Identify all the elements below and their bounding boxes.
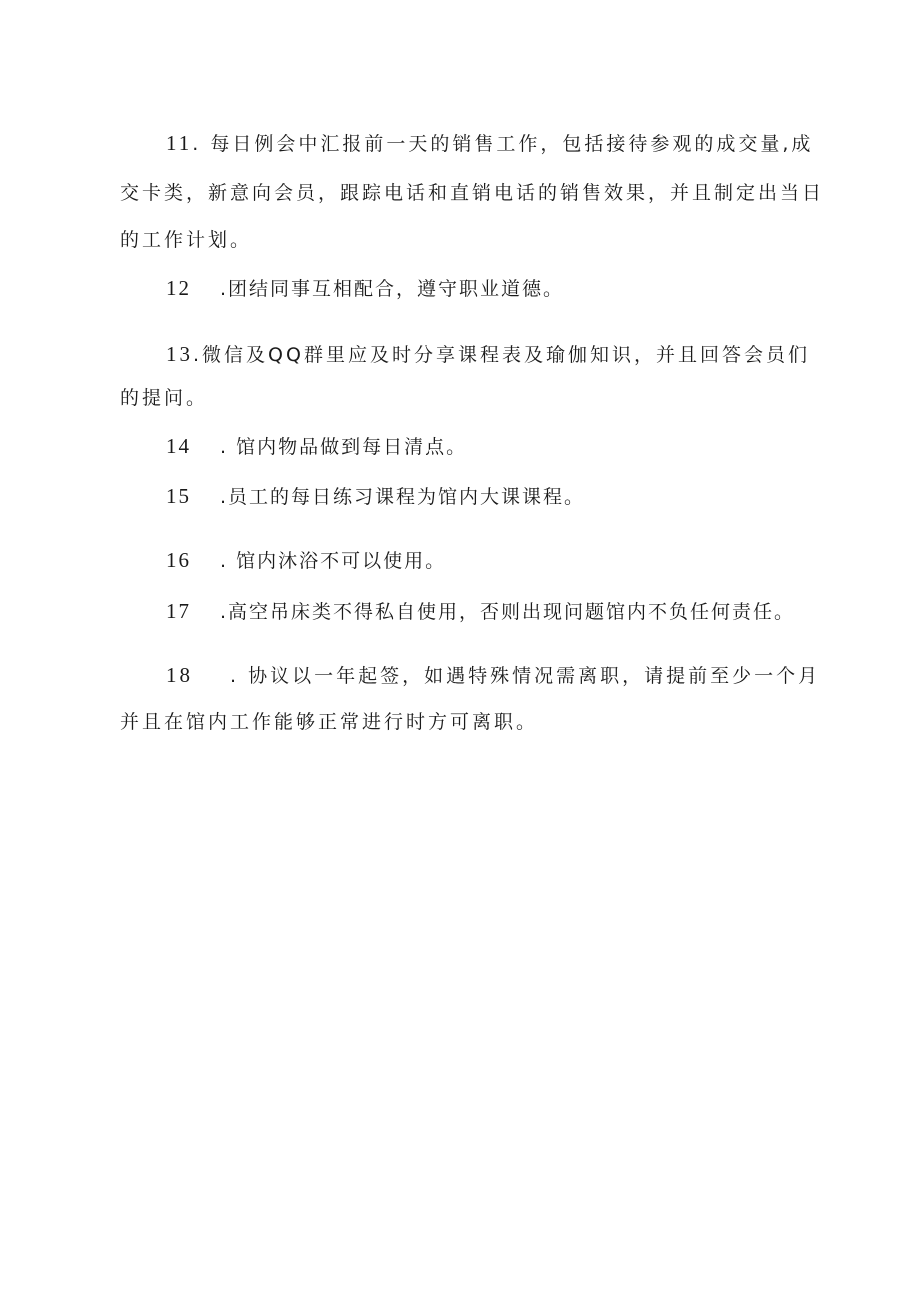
list-item-11 [166, 131, 866, 156]
list-item-13 [166, 342, 866, 367]
item-text-line: 并且在馆内工作能够正常进行时方可离职。 [120, 711, 539, 733]
item-text-line: 的提问。 [120, 387, 209, 409]
list-item-12 [166, 276, 866, 301]
item-text-line: 交卡类，新意向会员，跟踪电话和直销电话的销售效果，并且制定出当日 [120, 182, 825, 204]
list-item-16 [166, 548, 866, 573]
item-text-line: . 每日例会中汇报前一天的销售工作，包括接待参观的成交量,成 [192, 133, 814, 155]
item-number: 17 [166, 599, 191, 623]
list-item-15 [166, 484, 866, 509]
item-text-line: . 协议以一年起签，如遇特殊情况需离职，请提前至少一个月 [230, 665, 821, 687]
item-number: 14 [166, 434, 191, 458]
item-text-line: .微信及QQ群里应及时分享课程表及瑜伽知识，并且回答会员们 [193, 344, 810, 366]
list-item-18 [166, 663, 866, 688]
list-item-17 [166, 599, 866, 624]
item-text-line: .团结同事互相配合，遵守职业道德。 [220, 278, 565, 300]
item-number: 15 [166, 484, 191, 508]
list-item-14 [166, 434, 866, 459]
item-number: 13 [166, 342, 193, 366]
item-number: 12 [166, 276, 191, 300]
item-text-line: . 馆内沐浴不可以使用。 [220, 550, 447, 572]
item-number: 16 [166, 548, 191, 572]
item-text-line: .员工的每日练习课程为馆内大课课程。 [220, 486, 586, 508]
item-text-line: .高空吊床类不得私自使用，否则出现问题馆内不负任何责任。 [220, 601, 796, 623]
item-number: 18 [166, 663, 193, 687]
item-text-line: . 馆内物品做到每日清点。 [220, 436, 468, 458]
item-text-line: 的工作计划。 [120, 229, 253, 251]
item-number: 11 [166, 131, 193, 155]
